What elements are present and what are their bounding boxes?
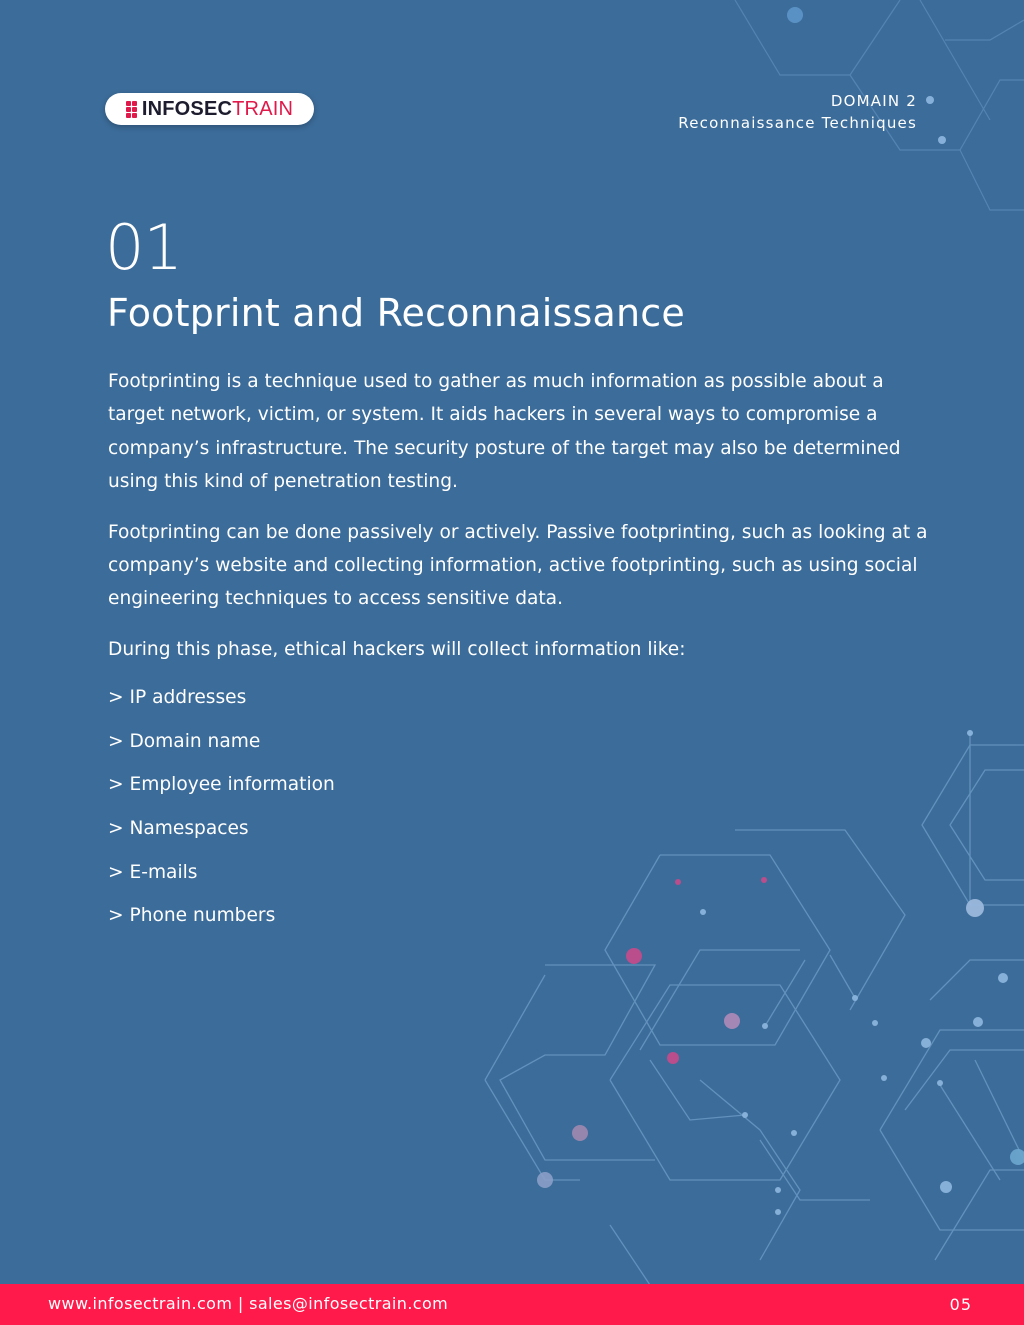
info-list — [108, 676, 938, 938]
logo-text-accent: TRAIN — [232, 97, 294, 120]
domain-subtitle: Reconnaissance Techniques — [678, 114, 917, 132]
list-item: > Namespaces — [108, 818, 249, 840]
header-domain-info — [678, 90, 917, 134]
logo-mark-icon — [126, 101, 137, 118]
list-item: > IP addresses — [108, 687, 247, 709]
footer-contact: www.infosectrain.com | sales@infosectrain.com — [48, 1294, 449, 1313]
logo-text-dark: INFOSEC — [141, 97, 233, 120]
paragraph: Footprinting can be done passively or actively. Passive footprinting, such as looking at a company’s website and collecting information, active footprinting, such as using social engineering techniques to access sensitive data. — [108, 521, 928, 610]
list-item: > Domain name — [108, 730, 261, 752]
list-item: > Phone numbers — [108, 905, 276, 927]
footer-bar — [0, 1284, 1024, 1325]
domain-label: DOMAIN 2 — [830, 92, 917, 110]
infosectrain-logo — [105, 93, 314, 125]
list-item: > Employee information — [108, 774, 335, 796]
logo-wordmark — [142, 98, 293, 121]
page-number: 05 — [949, 1295, 972, 1314]
list-item: > E-mails — [108, 861, 198, 883]
paragraph: During this phase, ethical hackers will collect information like: — [108, 638, 686, 660]
section-title: Footprint and Reconnaissance — [107, 291, 685, 335]
section-body — [108, 365, 938, 938]
section-number: 01 — [105, 211, 182, 284]
paragraph: Footprinting is a technique used to gather as much information as possible about a target network, victim, or system. It aids hackers in several ways to compromise a company’s infrastructure. The security posture of the target may also be determined using this kind of penetration testing. — [108, 371, 901, 493]
